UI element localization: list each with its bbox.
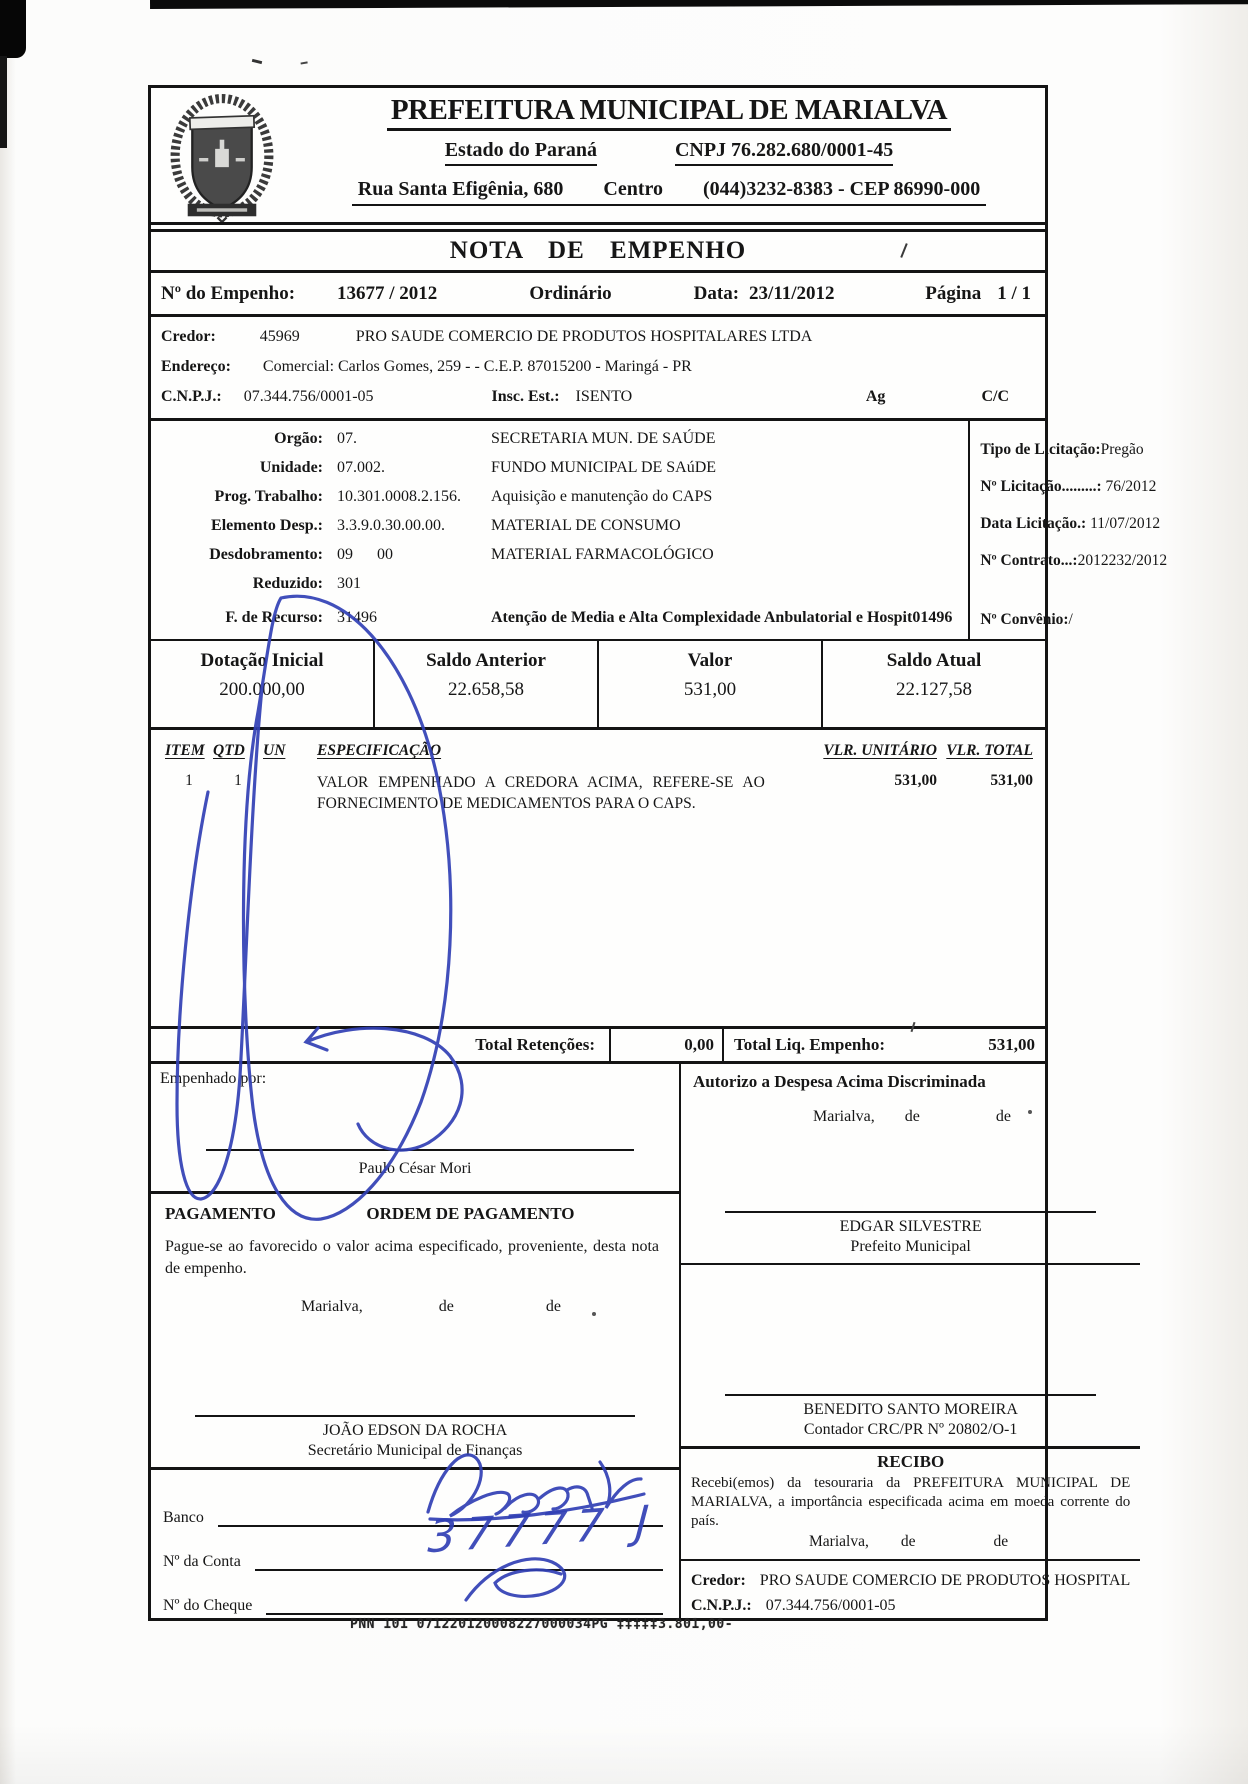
cheque-number-label: Nº do Cheque — [163, 1597, 253, 1614]
saldo-atual-label: Saldo Atual — [886, 650, 982, 671]
mayor-role: Prefeito Municipal — [850, 1238, 971, 1256]
budget-row-recurso — [151, 603, 968, 632]
item-number: 1 — [185, 772, 193, 789]
amounts-row — [151, 641, 1045, 730]
receipt-creditor-label: Credor: — [691, 1572, 746, 1589]
scan-corner-blob — [0, 0, 26, 58]
budget-block — [151, 421, 1168, 641]
date-de: de — [900, 1532, 916, 1550]
state-label: Estado do Paraná — [445, 139, 597, 166]
city-date-line: Marialva, — [813, 1108, 875, 1125]
orgao-desc: SECRETARIA MUN. DE SAÚDE — [491, 430, 716, 447]
budget-row-desdobramento — [151, 540, 968, 569]
bidding-type-label: Tipo de Licitação: — [980, 441, 1101, 458]
page-title: PREFEITURA MUNICIPAL DE MARIALVA — [387, 94, 951, 131]
bidding-info-box — [968, 421, 1200, 639]
accountant-role: Contador CRC/PR Nº 20802/O-1 — [803, 1420, 1018, 1438]
budget-row-prog-trabalho — [151, 482, 968, 511]
contract-number-value: 2012232/2012 — [1077, 552, 1168, 569]
account-number-label: Nº da Conta — [163, 1553, 241, 1570]
receipt-creditor-box — [681, 1561, 1140, 1618]
budget-row-unidade — [151, 453, 968, 482]
total-liquido-label: Total Liq. Empenho: — [734, 1035, 885, 1054]
dotacao-inicial-cell — [151, 641, 375, 727]
finance-secretary-name: JOÃO EDSON DA ROCHA — [322, 1422, 508, 1439]
col-qtd: QTD — [213, 742, 245, 759]
prog-trabalho-code: 10.301.0008.2.156. — [337, 488, 461, 505]
cnpj-label: CNPJ 76.282.680/0001-45 — [675, 139, 893, 166]
finance-secretary-role: Secretário Municipal de Finanças — [307, 1442, 523, 1459]
saldo-anterior-value: 22.658,58 — [448, 679, 524, 700]
budget-row-orgao — [151, 424, 968, 453]
recurso-desc: Atenção de Media e Alta Complexidade Anbulatorial e Hospit — [491, 609, 913, 626]
municipal-coat-of-arms — [163, 94, 301, 222]
account-label: C/C — [981, 388, 1009, 405]
date-de: de — [904, 1108, 920, 1125]
creditor-address: Comercial: Carlos Gomes, 259 - - C.E.P. 87015200 - Maringá - PR — [262, 358, 692, 375]
cheque-row — [163, 1574, 663, 1615]
col-especificacao: ESPECIFICAÇÃO — [317, 742, 442, 759]
dotacao-inicial-value: 200.000,00 — [219, 679, 305, 700]
scan-mark — [1028, 1110, 1032, 1114]
desdobramento-label: Desdobramento: — [209, 546, 323, 563]
bank-label: Banco — [163, 1509, 204, 1526]
agreement-number-value: / — [1068, 611, 1073, 628]
recurso-label: F. de Recurso: — [225, 609, 323, 626]
agreement-number-label: Nº Convênio: — [980, 611, 1069, 628]
dot-matrix-footer: PNN 101 071220120008227000034PG ‡‡‡‡‡3.801,00- — [350, 1617, 734, 1632]
scan-edge-strip — [0, 56, 7, 148]
prog-trabalho-desc: Aquisição e manutenção do CAPS — [491, 488, 713, 505]
cheque-fill-line — [266, 1574, 663, 1615]
district: Centro — [603, 178, 663, 200]
accountant-name: BENEDITO SANTO MOREIRA — [803, 1400, 1018, 1418]
item-row — [151, 760, 1045, 814]
orgao-label: Orgão: — [274, 430, 323, 447]
total-retencoes-value: 0,00 — [609, 1029, 724, 1061]
payment-order-box — [151, 1194, 679, 1470]
receipt-box — [681, 1449, 1140, 1561]
valor-cell — [599, 641, 823, 727]
signature-line — [725, 1394, 1096, 1396]
date-value: 23/11/2012 — [749, 282, 835, 304]
document-title: NOTA DE EMPENHO — [151, 229, 1045, 273]
saldo-anterior-cell — [375, 641, 599, 727]
page-number: 1 / 1 — [997, 282, 1031, 304]
signature-line — [206, 1149, 634, 1151]
unidade-code: 07.002. — [337, 459, 385, 476]
creditor-label: Credor: — [161, 328, 216, 345]
empenhado-por-label: Empenhado por: — [160, 1070, 267, 1087]
budget-rows — [151, 421, 968, 639]
handwritten-account-number: 37777 J — [426, 1495, 660, 1564]
bidding-date-row — [980, 505, 1196, 542]
contract-number-row — [980, 542, 1196, 579]
scan-mark — [592, 1312, 596, 1316]
finance-secretary-signature — [151, 1415, 679, 1461]
authorization-box — [681, 1064, 1140, 1265]
state-registration-value: ISENTO — [575, 388, 633, 405]
saldo-atual-value: 22.127,58 — [896, 679, 972, 700]
payment-instruction-text: Pague-se ao favorecido o valor acima especificado, proveniente, desta nota de empenho. — [165, 1237, 659, 1277]
budget-row-reduzido — [151, 569, 968, 598]
scan-mark — [252, 59, 262, 64]
city-date-line: Marialva, — [301, 1297, 363, 1315]
ordem-pagamento-title: ORDEM DE PAGAMENTO — [366, 1203, 575, 1223]
saldo-anterior-label: Saldo Anterior — [426, 650, 546, 671]
date-label: Data: — [693, 282, 740, 304]
valor-value: 531,00 — [683, 679, 737, 700]
receipt-cnpj-value: 07.344.756/0001-05 — [765, 1597, 896, 1614]
col-un: UN — [263, 742, 286, 759]
empenhado-por-box — [151, 1064, 679, 1194]
accountant-signature — [681, 1394, 1140, 1440]
date-de: de — [545, 1297, 561, 1315]
state-registration-label: Insc. Est.: — [491, 388, 560, 405]
form-header — [151, 88, 1045, 225]
unidade-desc: FUNDO MUNICIPAL DE SAúDE — [491, 459, 717, 476]
scan-edge-bar — [150, 0, 1248, 9]
nota-de-empenho-form — [148, 85, 1168, 1621]
signature-line — [195, 1415, 635, 1417]
orgao-code: 07. — [337, 430, 357, 447]
page-label: Página — [925, 282, 982, 304]
elemento-label: Elemento Desp.: — [211, 517, 323, 534]
city-date-line: Marialva, — [809, 1532, 869, 1550]
signature-line — [725, 1211, 1096, 1213]
address-label: Endereço: — [161, 358, 231, 375]
budget-row-elemento — [151, 511, 968, 540]
col-vlr-total: VLR. TOTAL — [946, 742, 1033, 759]
authorization-title: Autorizo a Despesa Acima Discriminada — [693, 1072, 986, 1091]
item-specification — [317, 772, 787, 814]
receipt-title: RECIBO — [877, 1451, 945, 1471]
date-de: de — [995, 1108, 1011, 1125]
empenho-number-label: Nº do Empenho: — [161, 282, 296, 304]
bidding-number-row — [980, 468, 1196, 505]
bidding-number-value: 76/2012 — [1101, 478, 1157, 495]
total-retencoes-label: Total Retenções: — [475, 1035, 595, 1054]
bidding-number-label: Nº Licitação.........: — [980, 478, 1102, 495]
dotacao-inicial-label: Dotação Inicial — [200, 650, 324, 671]
valor-label: Valor — [687, 650, 733, 671]
elemento-code: 3.3.9.0.30.00.00. — [337, 517, 445, 534]
creditor-cnpj: 07.344.756/0001-05 — [243, 388, 374, 405]
receipt-cnpj-label: C.N.P.J.: — [691, 1597, 752, 1614]
right-column — [681, 1064, 1140, 1618]
empenho-type: Ordinário — [529, 282, 612, 304]
pagamento-title: PAGAMENTO — [165, 1203, 276, 1223]
creditor-block — [151, 317, 1045, 421]
empenho-number: 13677 / 2012 — [337, 282, 438, 304]
elemento-desc: MATERIAL DE CONSUMO — [491, 517, 681, 534]
recurso-extra-code: 01496 — [912, 609, 953, 626]
agency-label: Ag — [865, 388, 886, 405]
items-header — [151, 730, 1045, 760]
street-address: Rua Santa Efigênia, 680 — [357, 178, 564, 200]
header-text — [301, 94, 1037, 222]
col-vlr-unitario: VLR. UNITÁRIO — [823, 742, 937, 759]
empenho-number-row — [151, 273, 1045, 317]
header-line-address — [352, 178, 986, 206]
bidding-date-value: 11/07/2012 — [1086, 515, 1161, 532]
date-de: de — [438, 1297, 454, 1315]
contract-number-label: Nº Contrato...: — [980, 552, 1078, 569]
date-de: de — [993, 1532, 1009, 1550]
saldo-atual-cell — [823, 641, 1045, 727]
reduzido-label: Reduzido: — [252, 575, 323, 592]
creditor-cnpj-label: C.N.P.J.: — [161, 388, 222, 405]
item-qty: 1 — [234, 772, 242, 789]
receipt-text: Recebi(emos) da tesouraria da PREFEITURA MUNICIPAL DE MARIALVA, a importância especificada acima em moeda corrente do país. — [691, 1474, 1131, 1529]
item-spec-line1: VALOR EMPENHADO A CREDORA ACIMA, REFERE-SE AO — [317, 774, 765, 791]
signer-name: Paulo César Mori — [358, 1159, 472, 1177]
phone-cep: (044)3232-8383 - CEP 86990-000 — [703, 178, 981, 200]
desdobramento-code: 09 00 — [337, 546, 393, 563]
item-unit-value: 531,00 — [894, 772, 937, 789]
agreement-number-row — [980, 601, 1196, 638]
bidding-type-value: Pregão — [1100, 441, 1144, 458]
bidding-date-label: Data Licitação.: — [980, 515, 1087, 532]
creditor-name: PRO SAUDE COMERCIO DE PRODUTOS HOSPITALARES LTDA — [355, 328, 813, 345]
prog-trabalho-label: Prog. Trabalho: — [214, 488, 323, 505]
reduzido-code: 301 — [337, 575, 361, 592]
scan-mark — [299, 54, 307, 64]
accountant-box — [681, 1265, 1140, 1448]
desdobramento-desc: MATERIAL FARMACOLÓGICO — [491, 546, 714, 563]
total-liquido-value: 531,00 — [988, 1035, 1035, 1054]
mayor-name: EDGAR SILVESTRE — [839, 1218, 982, 1236]
item-total-value: 531,00 — [990, 772, 1033, 789]
mayor-signature — [681, 1211, 1140, 1257]
col-item: ITEM — [165, 742, 205, 759]
creditor-code: 45969 — [259, 328, 300, 345]
header-line-state — [445, 139, 894, 166]
bidding-type-row — [980, 431, 1196, 468]
items-table — [151, 730, 1045, 1026]
recurso-code: 31496 — [337, 609, 377, 626]
receipt-creditor-name: PRO SAUDE COMERCIO DE PRODUTOS HOSPITAL — [759, 1572, 1131, 1589]
unidade-label: Unidade: — [259, 459, 323, 476]
item-spec-line2: FORNECIMENTO DE MEDICAMENTOS PARA O CAPS. — [317, 795, 696, 812]
